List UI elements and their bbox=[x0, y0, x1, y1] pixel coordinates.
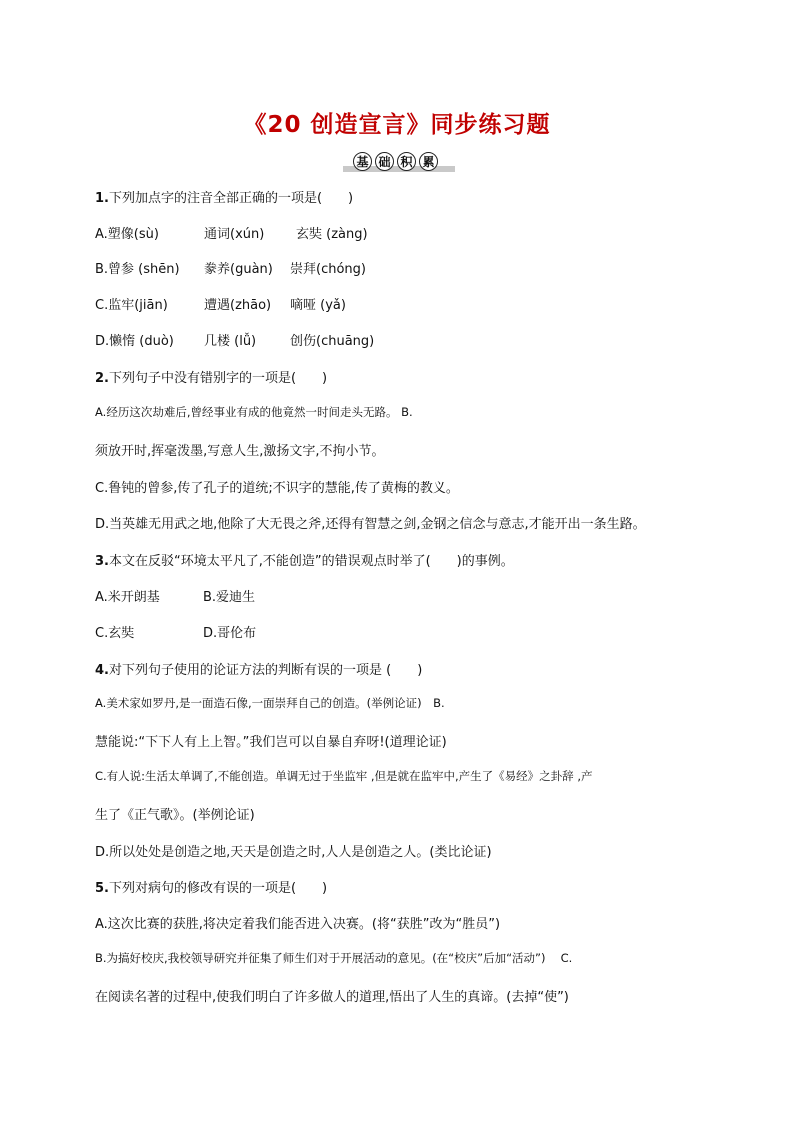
question-number: 4. bbox=[95, 663, 109, 678]
q1-option-d-3: 创伤(chuāng) bbox=[290, 334, 375, 349]
q2-option-b: 须放开时,挥毫泼墨,写意人生,激扬文字,不拘小节。 bbox=[95, 444, 385, 459]
q4-option-a: A.美术家如罗丹,是一面造石像,一面崇拜自己的创造。(举例论证) B. bbox=[95, 696, 445, 710]
q5-option-a: A.这次比赛的获胜,将决定着我们能否进入决赛。(将“获胜”改为“胜员”) bbox=[95, 917, 501, 932]
q2-option-a: A.经历这次劫难后,曾经事业有成的他竟然一时间走头无路。 B. bbox=[95, 405, 413, 419]
question-text: 本文在反驳“环境太平凡了,不能创造”的错误观点时举了( )的事例。 bbox=[108, 554, 514, 569]
q1-option-d-1: D.懒惰 (duò) bbox=[95, 334, 174, 349]
question-5 bbox=[95, 877, 327, 896]
q4-option-b: 慧能说:“下下人有上上智。”我们岂可以自暴自弃呀!(道理论证) bbox=[95, 735, 447, 750]
banner-char: 基 bbox=[353, 152, 372, 171]
page-title: 《20 创造宣言》同步练习题 bbox=[243, 112, 551, 138]
section-banner bbox=[343, 152, 455, 172]
question-text: 下列句子中没有错别字的一项是( ) bbox=[108, 371, 328, 386]
question-text: 下列对病句的修改有误的一项是( ) bbox=[108, 881, 328, 896]
q1-option-d-2: 几楼 (lǚ) bbox=[204, 334, 257, 349]
q3-option-c: C.玄奘 bbox=[95, 626, 135, 641]
q1-option-a-2: 通词(xún) bbox=[204, 227, 265, 242]
question-number: 3. bbox=[95, 554, 109, 569]
q1-option-a-3: 玄奘 (zàng) bbox=[296, 227, 368, 242]
question-4 bbox=[95, 659, 422, 678]
question-text: 下列加点字的注音全部正确的一项是( ) bbox=[108, 191, 354, 206]
question-text: 对下列句子使用的论证方法的判断有误的一项是 ( ) bbox=[108, 663, 423, 678]
q1-option-b-3: 崇拜(chóng) bbox=[290, 262, 366, 277]
banner-char: 积 bbox=[397, 152, 416, 171]
q5-option-c: 在阅读名著的过程中,使我们明白了许多做人的道理,悟出了人生的真谛。(去掉“使”) bbox=[95, 990, 569, 1005]
question-1 bbox=[95, 187, 353, 206]
q3-option-a: A.米开朗基 bbox=[95, 590, 160, 605]
banner-char: 累 bbox=[419, 152, 438, 171]
q2-option-d: D.当英雄无用武之地,他除了大无畏之斧,还得有智慧之剑,金钢之信念与意志,才能开出一条生路。 bbox=[95, 517, 646, 532]
q4-option-d: D.所以处处是创造之地,天天是创造之时,人人是创造之人。(类比论证) bbox=[95, 845, 492, 860]
question-number: 5. bbox=[95, 881, 109, 896]
question-number: 1. bbox=[95, 191, 109, 206]
question-number: 2. bbox=[95, 371, 109, 386]
q3-option-b: B.爱迪生 bbox=[203, 590, 256, 605]
q4-option-c-line2: 生了《正气歌》。(举例论证) bbox=[95, 808, 255, 823]
q1-option-b-1: B.曾参 (shēn) bbox=[95, 262, 180, 277]
banner-char: 础 bbox=[375, 152, 394, 171]
q1-option-a-1: A.塑像(sù) bbox=[95, 227, 159, 242]
question-3 bbox=[95, 550, 514, 569]
q4-option-c-line1: C.有人说:生活太单调了,不能创造。单调无过于坐监牢 ,但是就在监牢中,产生了《易经》之卦辞 ,产 bbox=[95, 769, 593, 783]
q2-option-c: C.鲁钝的曾参,传了孔子的道统;不识字的慧能,传了黄梅的教义。 bbox=[95, 481, 459, 496]
question-2 bbox=[95, 367, 327, 386]
q1-option-c-2: 遭遇(zhāo) bbox=[204, 298, 272, 313]
q1-option-c-3: 嘀哑 (yǎ) bbox=[290, 298, 346, 313]
q1-option-c-1: C.监牢(jiān) bbox=[95, 298, 168, 313]
q1-option-b-2: 豢养(guàn) bbox=[204, 262, 273, 277]
q3-option-d: D.哥伦布 bbox=[203, 626, 257, 641]
q5-option-b: B.为搞好校庆,我校领导研究并征集了师生们对于开展活动的意见。(在“校庆”后加“活动”) C. bbox=[95, 951, 573, 965]
